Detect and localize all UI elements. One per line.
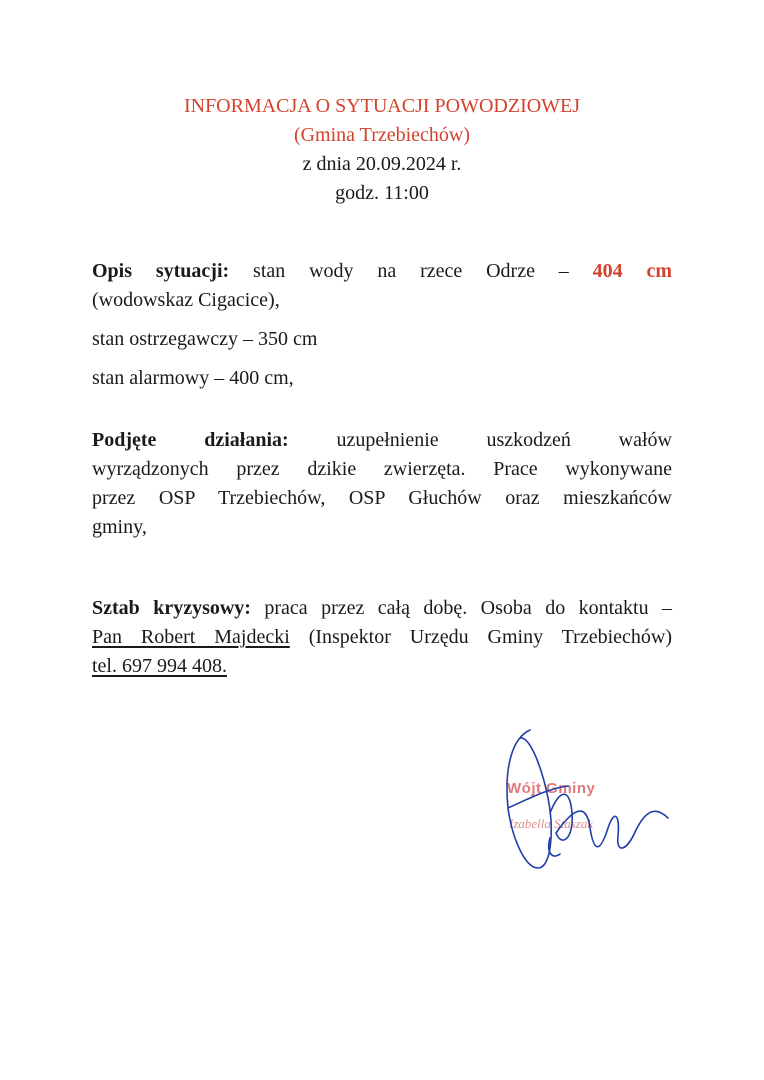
actions-text-1: uzupełnienie uszkodzeń wałów — [336, 429, 672, 451]
actions-line-2: wyrządzonych przez dzikie zwierzęta. Prace wykonywane — [92, 458, 672, 480]
actions-line-1 — [92, 426, 672, 455]
crisis-text-1: praca przez całą dobę. Osoba do kontaktu – — [264, 597, 673, 619]
situation-section — [92, 257, 672, 315]
crisis-section — [92, 594, 672, 681]
actions-label: Podjęte działania: — [92, 429, 289, 451]
water-level-value: 404 cm — [592, 260, 673, 282]
crisis-label: Sztab kryzysowy: — [92, 597, 251, 619]
situation-label: Opis sytuacji: — [92, 260, 230, 282]
alarm-level: stan alarmowy – 400 cm, — [92, 367, 294, 389]
document-date: z dnia 20.09.2024 r. — [302, 153, 462, 175]
actions-line-3: przez OSP Trzebiechów, OSP Głuchów oraz mieszkańców — [92, 487, 672, 509]
stamp-title: Wójt Gminy — [507, 780, 596, 797]
situation-text: stan wody na rzece Odrze – — [253, 260, 569, 282]
stamp-name: Izabella Staszak — [509, 816, 594, 831]
signature-scribble — [490, 718, 680, 878]
document-title: INFORMACJA O SYTUACJI POWODZIOWEJ — [183, 95, 581, 117]
document-header — [0, 92, 764, 208]
crisis-line-3 — [92, 652, 672, 681]
warning-level: stan ostrzegawczy – 350 cm — [92, 328, 318, 350]
municipality-subtitle: (Gmina Trzebiechów) — [293, 124, 471, 146]
actions-line-4: gminy, — [92, 516, 147, 538]
contact-phone: tel. 697 994 408. — [92, 655, 227, 677]
actions-section — [92, 426, 672, 542]
gauge-station: (wodowskaz Cigacice), — [92, 289, 280, 311]
document-time: godz. 11:00 — [335, 182, 429, 204]
crisis-line-2 — [92, 623, 672, 652]
crisis-line-1 — [92, 594, 672, 623]
situation-line-1 — [92, 257, 672, 286]
contact-name: Pan Robert Majdecki — [92, 626, 290, 648]
contact-role: (Inspektor Urzędu Gminy Trzebiechów) — [308, 626, 672, 648]
